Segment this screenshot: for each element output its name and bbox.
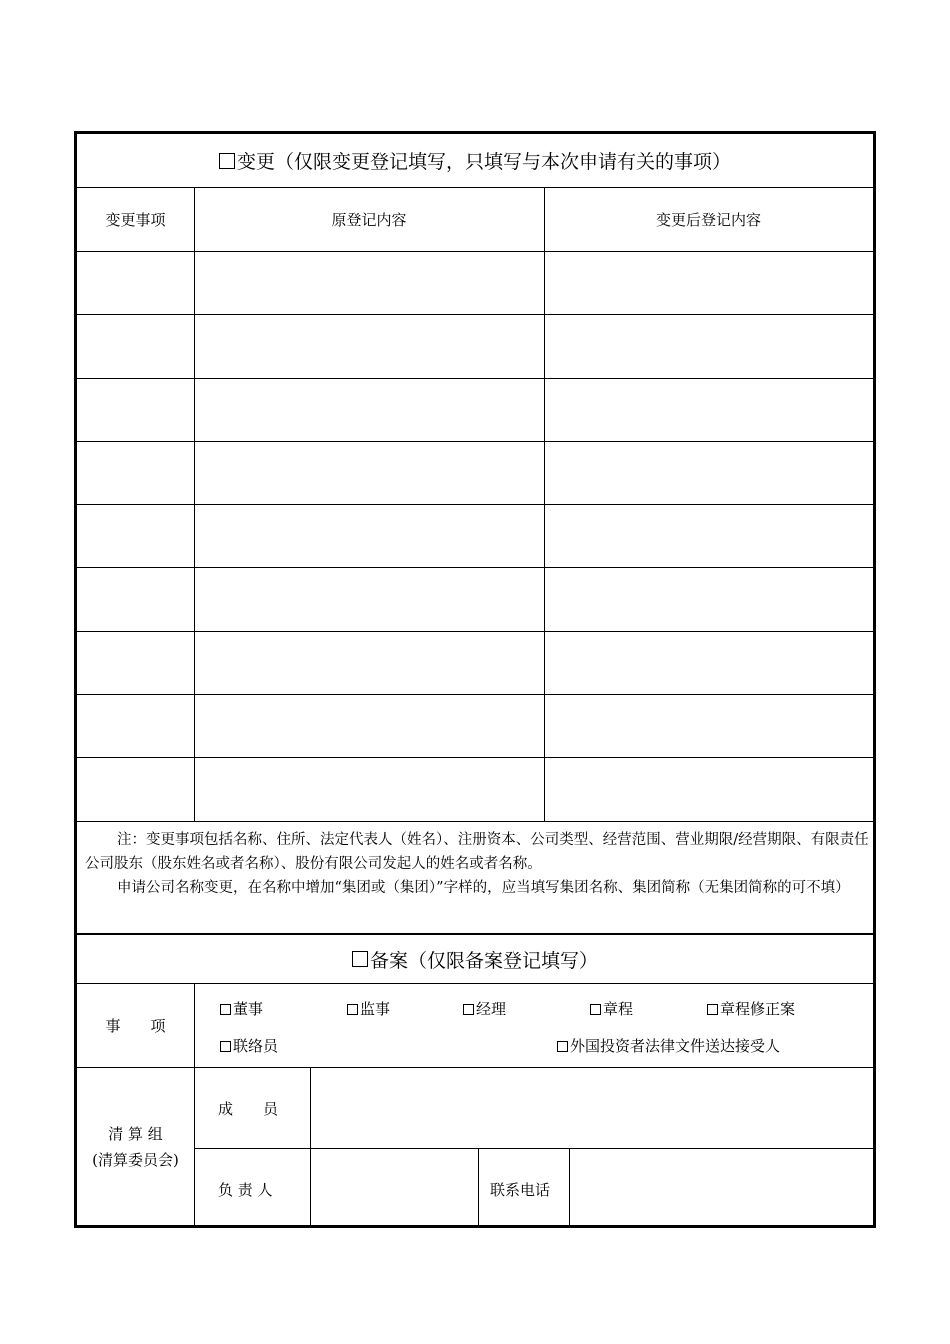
after-content-cell[interactable] [544, 569, 873, 631]
note-line: 注：变更事项包括名称、住所、法定代表人（姓名）、注册资本、公司类型、经营范围、营业期限/经营期限、有限责任公司股东（股东姓名或者名称）、股份有限公司发起人的姓名或者名称。 [85, 832, 869, 872]
filing-title-text: 备案（仅限备案登记填写） [369, 949, 598, 972]
checkbox-icon[interactable] [352, 951, 368, 967]
original-content-cell[interactable] [194, 505, 544, 567]
original-content-cell[interactable] [194, 758, 544, 820]
members-field[interactable] [311, 1069, 872, 1148]
change-section-title [77, 134, 873, 188]
change-item-cell[interactable] [77, 442, 194, 504]
liquidation-title: 清 算 组 [108, 1124, 163, 1143]
checkbox-icon[interactable] [557, 1041, 568, 1052]
after-content-cell[interactable] [544, 505, 873, 567]
header-change-item: 变更事项 [105, 211, 166, 229]
original-content-cell[interactable] [194, 379, 544, 441]
change-item-cell[interactable] [77, 252, 194, 314]
table-row [77, 695, 873, 758]
column-divider [478, 1148, 479, 1225]
column-divider [544, 188, 545, 822]
option-articles-amendment[interactable]: 章程修正案 [707, 998, 795, 1019]
checkbox-icon[interactable] [463, 1004, 474, 1015]
phone-field[interactable] [570, 1149, 873, 1225]
header-original-content: 原登记内容 [331, 211, 407, 229]
table-row [77, 379, 873, 442]
original-content-cell[interactable] [194, 442, 544, 504]
filing-section-title [77, 935, 873, 984]
original-content-cell[interactable] [194, 632, 544, 694]
after-content-cell[interactable] [544, 632, 873, 694]
option-manager[interactable]: 经理 [463, 998, 506, 1019]
option-liaison[interactable]: 联络员 [220, 1035, 278, 1056]
liquidation-subtitle: (清算委员会) [92, 1150, 179, 1169]
option-director[interactable]: 董事 [220, 998, 263, 1019]
table-row [77, 505, 873, 568]
change-item-cell[interactable] [77, 569, 194, 631]
change-table-header [77, 188, 873, 252]
table-row [77, 315, 873, 378]
after-content-cell[interactable] [544, 442, 873, 504]
note-line: 申请公司名称变更，在名称中增加“集团或（集团）”字样的，应当填写集团名称、集团简称（无集团简称的可不填） [117, 880, 850, 896]
option-supervisor[interactable]: 监事 [347, 998, 390, 1019]
table-row [77, 252, 873, 315]
after-content-cell[interactable] [544, 252, 873, 314]
items-label: 事 项 [105, 1017, 166, 1035]
phone-label: 联系电话 [490, 1181, 551, 1199]
table-row [77, 758, 873, 821]
change-item-cell[interactable] [77, 758, 194, 820]
liquidation-label [77, 1068, 194, 1225]
checkbox-icon[interactable] [590, 1004, 601, 1015]
original-content-cell[interactable] [194, 252, 544, 314]
change-item-cell[interactable] [77, 505, 194, 567]
change-item-cell[interactable] [77, 315, 194, 377]
original-content-cell[interactable] [194, 569, 544, 631]
table-row [77, 442, 873, 505]
filing-items-row [77, 984, 873, 1068]
form-frame [74, 131, 876, 1228]
column-divider [194, 188, 195, 822]
change-item-cell[interactable] [77, 632, 194, 694]
original-content-cell[interactable] [194, 315, 544, 377]
checkbox-icon[interactable] [219, 153, 235, 169]
change-note [77, 822, 873, 935]
change-item-cell[interactable] [77, 379, 194, 441]
checkbox-icon[interactable] [220, 1004, 231, 1015]
change-title-text: 变更（仅限变更登记填写，只填写与本次申请有关的事项） [236, 151, 731, 173]
option-articles[interactable]: 章程 [590, 998, 633, 1019]
table-row [77, 569, 873, 632]
option-foreign-investor-agent[interactable]: 外国投资者法律文件送达接受人 [557, 1035, 780, 1056]
members-label: 成 员 [218, 1100, 279, 1118]
checkbox-icon[interactable] [347, 1004, 358, 1015]
header-after-content: 变更后登记内容 [655, 211, 761, 229]
original-content-cell[interactable] [194, 695, 544, 757]
leader-field[interactable] [311, 1149, 478, 1225]
column-divider [194, 984, 195, 1225]
after-content-cell[interactable] [544, 315, 873, 377]
change-item-cell[interactable] [77, 695, 194, 757]
checkbox-icon[interactable] [707, 1004, 718, 1015]
table-row [77, 632, 873, 695]
leader-label: 负 责 人 [218, 1181, 273, 1199]
after-content-cell[interactable] [544, 758, 873, 820]
after-content-cell[interactable] [544, 379, 873, 441]
after-content-cell[interactable] [544, 695, 873, 757]
checkbox-icon[interactable] [220, 1041, 231, 1052]
